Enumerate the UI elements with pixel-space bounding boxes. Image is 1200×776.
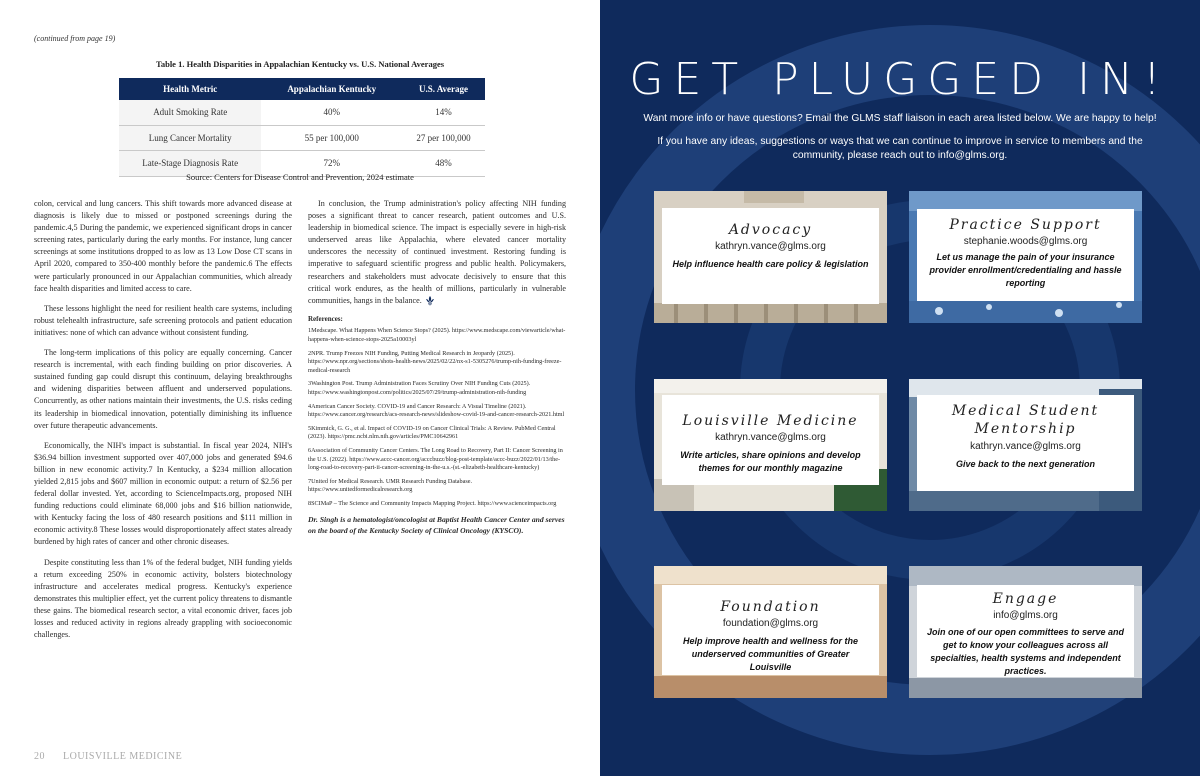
card-description: Write articles, share opinions and develop themes for our monthly magazine (680, 450, 861, 473)
reference-item: 3Washington Post. Trump Administration Faces Scrutiny Over NIH Funding Cuts (2025). https://www.washingtonpost.com/politics/2025/07/29/trump-administration-nih-funding (308, 380, 531, 396)
table-row (119, 100, 485, 125)
card-description: Help improve health and wellness for the underserved communities of Greater Louisville (682, 636, 859, 672)
table-source: Source: Centers for Disease Control and Prevention, 2024 estimate (186, 172, 414, 182)
table-cell: Late-Stage Diagnosis Rate (119, 151, 261, 177)
conclusion-text: In conclusion, the Trump administration's policy affecting NIH funding poses a significant threat to cancer research, patient outcomes and U.S. leadership in biomedical science. The impact is especially severe in high-risk underserved areas like Appalachia, where elevated cancer mortality underscores the necessity of continued investment. Restoring funding is imperative to safeguard scientific progress and public health. Policymakers, researchers and stakeholders must advocate decisively to ensure that this critical work endures, as the health of millions, particularly in vulnerable communities, hangs in the balance. (308, 199, 566, 305)
table-cell: Adult Smoking Rate (119, 100, 261, 125)
card-panel (917, 585, 1134, 677)
table-cell: 72% (261, 151, 402, 177)
article-column-1 (34, 198, 292, 649)
table-cell: 27 per 100,000 (402, 125, 485, 151)
table-caption: Table 1. Health Disparities in Appalachian Kentucky vs. U.S. National Averages (155, 59, 445, 69)
card-engage[interactable] (909, 566, 1142, 698)
paragraph: Despite constituting less than 1% of the federal budget, NIH funding yields a return exceeding 250% in economic activity, bolsters biotechnology infrastructure and accelerates medical progress. Kentucky's experience demonstrates this multiplier effect, yet the current policy threatens to dismantle these gains. The biomedical research sector, a vital economic driver, faces job losses and reduced activity in regions already grappling with socioeconomic challenges. (34, 557, 292, 640)
paragraph: These lessons highlight the need for resilient health care systems, including robust telehealth infrastructure, safe screening protocols and patient education initiatives: none of which can advance without consistent funding. (34, 303, 292, 337)
card-panel (917, 395, 1134, 491)
card-title: Foundation (720, 599, 821, 615)
paragraph: Economically, the NIH's impact is substantial. In fiscal year 2024, NIH's $36.94 billion investment supported over 407,000 jobs and generated $94.6 billion in new economic activity.7 In Kentucky, a $234 million allocation yielded 2,815 jobs and $607 million in economic output: a return of $2.56 per federal dollar invested. Yet, according to ScienceImpacts.org, proposed NIH funding reductions could eliminate 68,000 jobs and $16 billion nationwide, with Kentucky facing the loss of 480 research positions and $111 million in economic activity.8 These losses would disproportionately affect states already burdened by high rates of cancer and other chronic diseases. (34, 440, 292, 547)
intro-text: Want more info or have questions? Email the GLMS staff liaison in each area listed below. We are happy to help! (643, 113, 1157, 124)
card-panel (662, 208, 879, 304)
table-header: Health Metric (119, 78, 261, 100)
card-panel (662, 585, 879, 675)
table-header: Appalachian Kentucky (261, 78, 402, 100)
reference-item: 1Medscape. What Happens When Science Stops? (2025). https://www.medscape.com/viewarticle/what-happens-when-science-stops-2025a10003yl (308, 327, 566, 344)
page-title: GET PLUGGED IN! (629, 54, 1171, 105)
references-heading: References: (308, 314, 343, 323)
continued-note: (continued from page 19) (34, 34, 116, 43)
card-title: Engage (992, 591, 1059, 607)
fleur-de-lis-icon (425, 296, 435, 306)
table-row (119, 125, 485, 151)
card-practice-support[interactable] (909, 191, 1142, 323)
card-email: stephanie.woods@glms.org (963, 236, 1088, 247)
card-title: Advocacy (728, 222, 813, 238)
card-email: kathryn.vance@glms.org (970, 441, 1081, 452)
page-number: 20 (34, 751, 45, 762)
card-title: Practice Support (949, 217, 1102, 233)
magazine-title: LOUISVILLE MEDICINE (63, 751, 183, 762)
reference-item: 5Kimmick, G. G., et al. Impact of COVID-19 on Cancer Clinical Trials: A Review. PubMed Central (2023). https://pmc.ncbi.nlm.nih.gov/articles/PMC10642961 (308, 424, 556, 441)
table-header: U.S. Average (402, 78, 485, 100)
card-advocacy[interactable] (654, 191, 887, 323)
card-email: info@glms.org (993, 610, 1058, 621)
table-cell: 14% (402, 100, 485, 125)
reference-item: 4American Cancer Society. COVID-19 and Cancer Research: A Visual Timeline (2021). https://www.cancer.org/research/acs-research-news/slideshow-covid-19-and-cancer-research-2021.html (308, 402, 565, 419)
card-title: Louisville Medicine (682, 413, 859, 429)
card-panel (662, 395, 879, 485)
health-disparities-table (119, 78, 485, 177)
contact-text: If you have any ideas, suggestions or ways that we can continue to improve in service to members and the community, please reach out to info@glms.org. (657, 136, 1143, 161)
card-medical-student-mentorship[interactable] (909, 379, 1142, 511)
paragraph: The long-term implications of this policy are equally concerning. Cancer research is incremental, with each finding building on prior discoveries. A sustained funding gap could disrupt this continuum, delaying breakthroughs and widening disparities between affluent and underserved populations. Concurrently, as other nations maintain their investments, the U.S. risks ceding its leadership in biomedical innovation, potentially diminishing its influence over future therapeutic advancements. (34, 348, 292, 430)
reference-item: 8SCIMaP – The Science and Community Impacts Mapping Project. https://www.scienceimpacts.org (308, 499, 557, 507)
card-email: foundation@glms.org (722, 618, 819, 629)
card-panel (917, 209, 1134, 301)
card-description: Join one of our open committees to serve and get to know your colleagues across all specialties, health systems and independent practices. (926, 627, 1125, 676)
reference-item: 6Association of Community Cancer Centers. The Long Road to Recovery, Part II: Cancer Screening in the U.S. (2022). https://www.accc-cancer.org/acccbuzz/blog-post-template/accc-buzz/2022/01/13/the-long-road-to-recovery-part-ii-cancer-screening-in-the-u.s.-(st.-elizabeth-healthcare-kentucky) (308, 446, 563, 472)
folio (34, 751, 182, 762)
card-email: kathryn.vance@glms.org (715, 241, 826, 252)
article-column-2 (308, 198, 566, 536)
card-louisville-medicine[interactable] (654, 379, 887, 511)
card-foundation[interactable] (654, 566, 887, 698)
table-cell: 55 per 100,000 (261, 125, 402, 151)
reference-item: 2NPR. Trump Freezes NIH Funding, Putting Medical Research in Jeopardy (2025). https://www.npr.org/sections/shots-health-news/2025/02/22/nx-s1-5305276/trump-nih-funding-freeze-medical-research (308, 349, 562, 374)
conclusion-paragraph (308, 198, 566, 307)
table-cell: 48% (402, 151, 485, 177)
card-description: Let us manage the pain of your insurance provider enrollment/credentialing and hassle reporting (929, 252, 1122, 288)
table-cell: 40% (261, 100, 402, 125)
paragraph: colon, cervical and lung cancers. This shift towards more advanced disease at diagnosis is likely due to missed or postponed screenings during the pandemic.4,5 During the pandemic, we experienced significant drops in cancer screening rates, particularly during the early months. For instance, lung cancer screenings at some institutions dropped to as low as 13 Low Dose CT scans in April 2020, compared to 350-400 monthly before the pandemic.6 The effects were particularly pronounced in our Appalachian communities, which already face health disparities and limited access to care. (34, 199, 292, 293)
reference-item: 7United for Medical Research. UMR Research Funding Database. https://www.unitedformedicalresearch.org (308, 477, 473, 494)
right-page (600, 0, 1200, 776)
table-cell: Lung Cancer Mortality (119, 125, 261, 151)
author-bio: Dr. Singh is a hematologist/oncologist at Baptist Health Cancer Center and serves on the board of the Kentucky Society of Clinical Oncology (KYSCO). (308, 514, 565, 535)
card-description: Give back to the next generation (955, 459, 1096, 469)
card-email: kathryn.vance@glms.org (715, 432, 826, 443)
card-title: Medical Student Mentorship (951, 403, 1100, 437)
references (308, 315, 566, 509)
card-description: Help influence health care policy & legislation (672, 259, 869, 269)
